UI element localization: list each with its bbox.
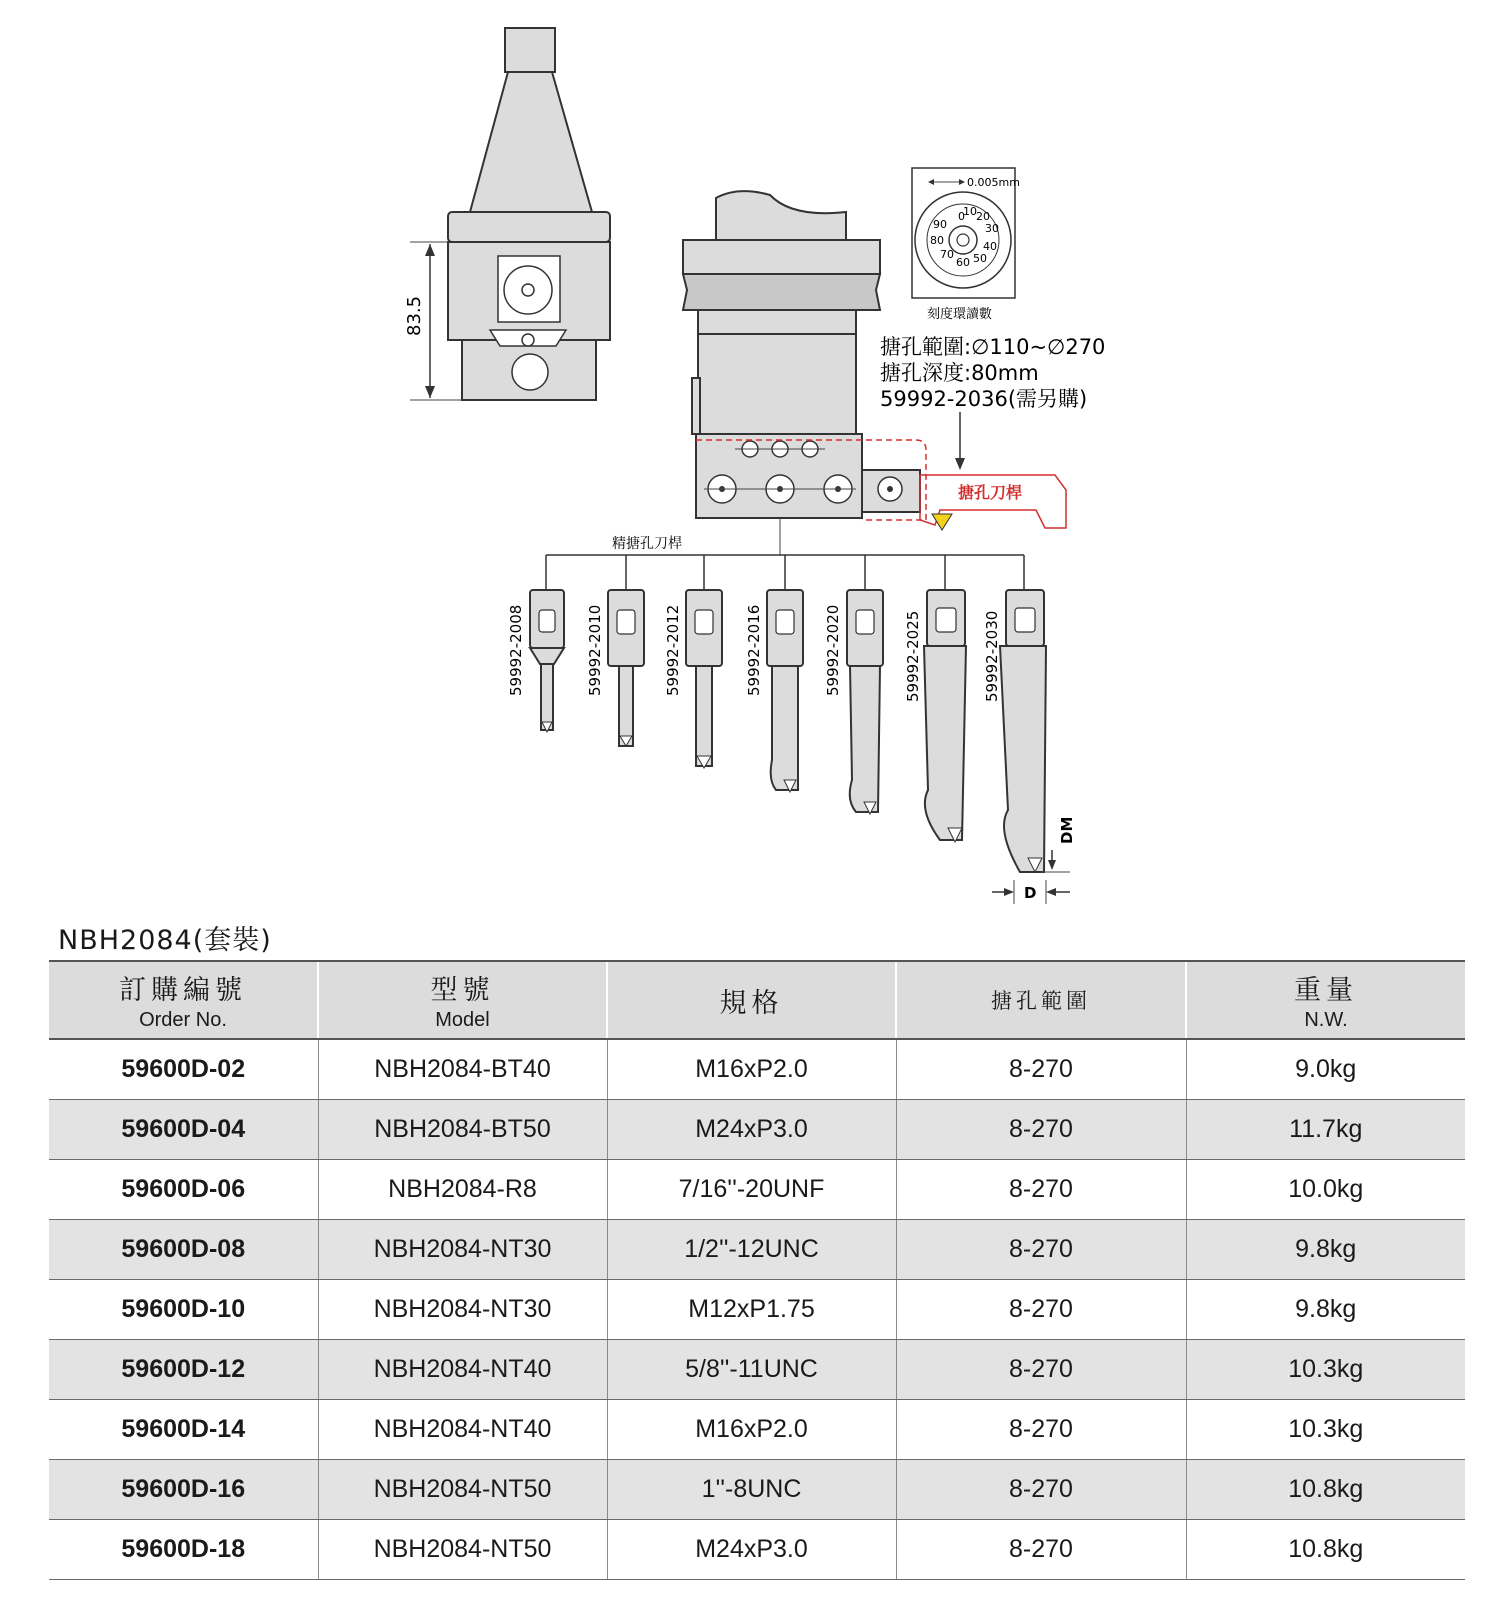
table-row — [49, 1460, 1465, 1520]
boring-bar-code-note: 59992-2036(需另購) — [880, 387, 1088, 411]
dial-number: 50 — [973, 252, 987, 265]
table-row — [49, 1220, 1465, 1280]
order-no-cell: 59600D-12 — [49, 1340, 318, 1400]
table-row — [49, 1280, 1465, 1340]
boring-depth-note: 搪孔深度:80mm — [880, 361, 1039, 385]
order-no-cell: 59600D-16 — [49, 1460, 318, 1520]
boring-range-note: 搪孔範圍:∅110~∅270 — [880, 335, 1106, 359]
model-cell: NBH2084-R8 — [318, 1160, 607, 1220]
model-cell: NBH2084-BT50 — [318, 1100, 607, 1160]
weight-cell: 11.7kg — [1186, 1100, 1465, 1160]
boring-head-side-view — [410, 28, 610, 400]
weight-cell: 9.8kg — [1186, 1280, 1465, 1340]
height-dimension: 83.5 — [404, 295, 425, 336]
dial-number: 10 — [963, 205, 977, 218]
range-cell: 8-270 — [896, 1400, 1186, 1460]
spec-cell: 5/8''-11UNC — [607, 1340, 896, 1400]
range-cell: 8-270 — [896, 1280, 1186, 1340]
dial-number: 90 — [933, 218, 947, 231]
order-no-cell: 59600D-08 — [49, 1220, 318, 1280]
fine-boring-bar — [1000, 590, 1046, 872]
fine-boring-bar — [608, 590, 644, 746]
dial-number: 80 — [930, 234, 944, 247]
dial-resolution: 0.005mm — [967, 176, 1020, 189]
dm-dimension: DM — [1058, 816, 1076, 844]
weight-cell: 10.3kg — [1186, 1400, 1465, 1460]
table-row — [49, 1400, 1465, 1460]
weight-cell: 10.8kg — [1186, 1520, 1465, 1580]
range-cell: 8-270 — [896, 1520, 1186, 1580]
range-cell: 8-270 — [896, 1460, 1186, 1520]
dial-caption: 刻度環讀數 — [927, 307, 993, 322]
bar-code-label: 59992-2016 — [745, 604, 763, 696]
header-model: 型號 Model — [318, 961, 607, 1039]
header-weight: 重量 N.W. — [1186, 961, 1465, 1039]
set-title: NBH2084(套裝) — [58, 925, 272, 956]
range-cell: 8-270 — [896, 1220, 1186, 1280]
dial-number: 30 — [985, 222, 999, 235]
weight-cell: 10.0kg — [1186, 1160, 1465, 1220]
header-order-no: 訂購編號 Order No. — [49, 961, 318, 1039]
table-row — [49, 1039, 1465, 1100]
dial-number: 40 — [983, 240, 997, 253]
dial-number: 70 — [940, 248, 954, 261]
dial-number: 20 — [976, 210, 990, 223]
model-cell: NBH2084-NT40 — [318, 1400, 607, 1460]
fine-bars-label: 精搪孔刀桿 — [612, 536, 682, 552]
fine-boring-bar — [767, 590, 803, 792]
fine-boring-bar — [847, 590, 883, 814]
order-no-cell: 59600D-06 — [49, 1160, 318, 1220]
dial-number: 60 — [956, 256, 970, 269]
table-row — [49, 1520, 1465, 1580]
model-cell: NBH2084-NT30 — [318, 1280, 607, 1340]
weight-cell: 9.0kg — [1186, 1039, 1465, 1100]
spec-cell: M16xP2.0 — [607, 1400, 896, 1460]
weight-cell: 10.8kg — [1186, 1460, 1465, 1520]
table-row — [49, 1340, 1465, 1400]
model-cell: NBH2084-NT40 — [318, 1340, 607, 1400]
range-cell: 8-270 — [896, 1340, 1186, 1400]
dial-number: 0 — [958, 210, 965, 223]
fine-boring-bar — [924, 590, 966, 842]
header-spec: 規格 — [607, 961, 896, 1039]
boring-bar-label: 搪孔刀桿 — [958, 483, 1023, 502]
model-cell: NBH2084-NT50 — [318, 1520, 607, 1580]
bar-code-label: 59992-2010 — [586, 604, 604, 696]
range-cell: 8-270 — [896, 1100, 1186, 1160]
order-no-cell: 59600D-04 — [49, 1100, 318, 1160]
spec-cell: M24xP3.0 — [607, 1100, 896, 1160]
bar-code-label: 59992-2025 — [904, 610, 922, 702]
order-no-cell: 59600D-14 — [49, 1400, 318, 1460]
table-row — [49, 1160, 1465, 1220]
fine-boring-bar — [686, 590, 722, 768]
bar-code-label: 59992-2012 — [664, 604, 682, 696]
table-header-row — [49, 961, 1465, 1039]
spec-cell: 1''-8UNC — [607, 1460, 896, 1520]
weight-cell: 10.3kg — [1186, 1340, 1465, 1400]
weight-cell: 9.8kg — [1186, 1220, 1465, 1280]
model-cell: NBH2084-BT40 — [318, 1039, 607, 1100]
specification-table — [49, 960, 1465, 1580]
d-dimension: D — [1024, 884, 1037, 902]
order-no-cell: 59600D-02 — [49, 1039, 318, 1100]
spec-cell: M16xP2.0 — [607, 1039, 896, 1100]
header-boring-range: 搪孔範圍 — [896, 961, 1186, 1039]
spec-cell: M24xP3.0 — [607, 1520, 896, 1580]
spec-cell: 1/2''-12UNC — [607, 1220, 896, 1280]
spec-cell: M12xP1.75 — [607, 1280, 896, 1340]
range-cell: 8-270 — [896, 1160, 1186, 1220]
fine-boring-bar — [530, 590, 564, 732]
spec-cell: 7/16''-20UNF — [607, 1160, 896, 1220]
order-no-cell: 59600D-18 — [49, 1520, 318, 1580]
order-no-cell: 59600D-10 — [49, 1280, 318, 1340]
table-row — [49, 1100, 1465, 1160]
bar-code-label: 59992-2008 — [507, 604, 525, 696]
model-cell: NBH2084-NT50 — [318, 1460, 607, 1520]
bar-code-label: 59992-2030 — [983, 610, 1001, 702]
bar-code-label: 59992-2020 — [824, 604, 842, 696]
range-cell: 8-270 — [896, 1039, 1186, 1100]
model-cell: NBH2084-NT30 — [318, 1220, 607, 1280]
